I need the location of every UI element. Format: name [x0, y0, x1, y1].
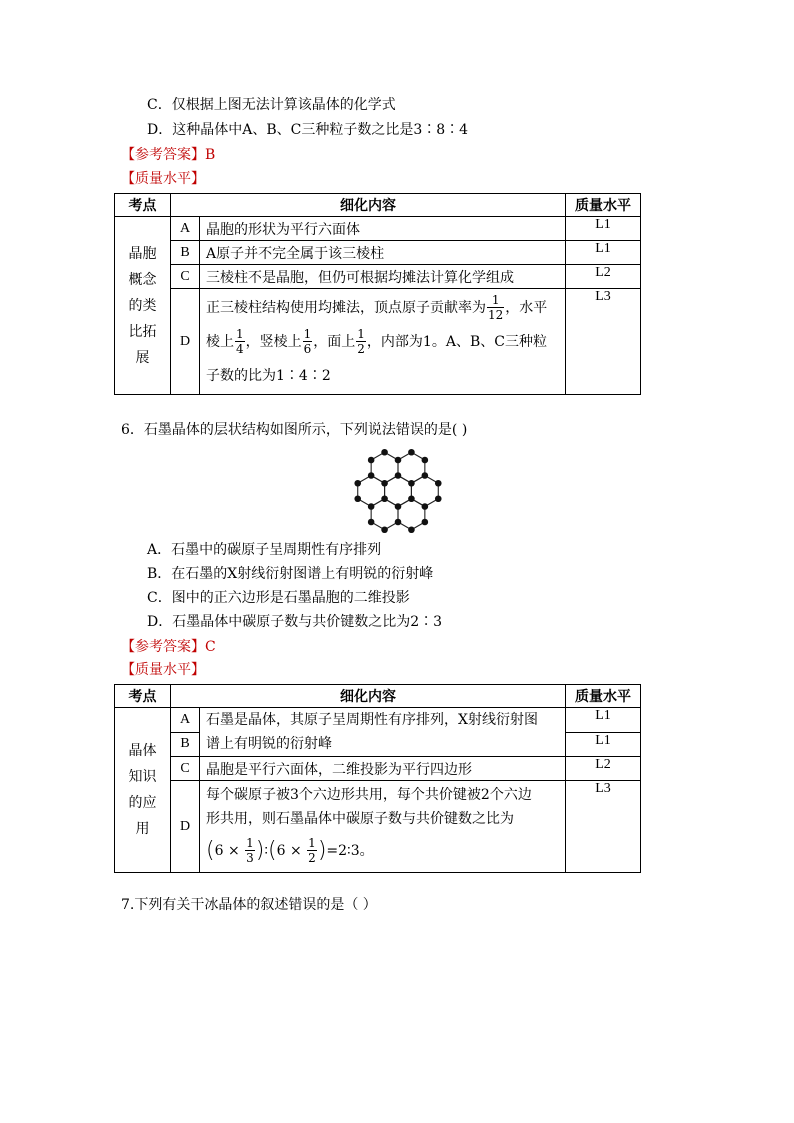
q5-option-d: D．这种晶体中A、B、C三种粒子数之比是3∶8∶4 — [147, 122, 469, 138]
kaodian-cell: 晶体 知识 的应 用 — [115, 708, 171, 873]
table-header-row — [115, 685, 641, 708]
carbon-atom — [408, 526, 415, 533]
q6-stem: 6．石墨晶体的层状结构如图所示，下列说法错误的是( ) — [121, 422, 468, 438]
carbon-atom — [422, 457, 429, 464]
row-letter: A — [171, 708, 200, 733]
carbon-atom — [395, 457, 402, 464]
row-letter: B — [171, 241, 200, 265]
row-letter: A — [171, 217, 200, 241]
carbon-atom — [381, 449, 388, 456]
row-content: 每个碳原子被3个六边形共用，每个共价键被2个六边 形共用，则石墨晶体中碳原子数与共价键数之比为 (6 × $\frac{1}{3}$ )∶(6 × $\frac{1}{2}$ )=2∶3。 — [200, 781, 566, 873]
carbon-atom — [435, 480, 442, 487]
table-row — [115, 708, 641, 733]
q6-quality-label: 【质量水平】 — [121, 662, 205, 678]
header-content: 细化内容 — [171, 685, 566, 708]
fraction: $\frac{1}{2}$ — [308, 836, 316, 865]
q5-option-c: C．仅根据上图无法计算该晶体的化学式 — [147, 97, 396, 113]
carbon-atom — [368, 472, 375, 479]
graphite-structure-figure — [343, 446, 453, 536]
q6-quality-table — [114, 684, 641, 873]
q5-quality-table — [114, 193, 641, 395]
fraction: $\frac{1}{6}$ — [303, 327, 312, 356]
row-content: 正三棱柱结构使用均摊法，顶点原子贡献率为 $\frac{1}{12}$ ，水平 棱上 $\frac{1}{4}$ ，竖棱上 $\frac{1}{6}$ ，面上 $\frac{1}{2}$ ，内部为1。A、B、C三种粒 子数的比为1∶4∶2 — [200, 289, 566, 395]
ratio-expression: (6 × $\frac{1}{3}$ )∶(6 × $\frac{1}{2}$ )=2∶3。 — [206, 836, 374, 865]
carbon-atom — [368, 457, 375, 464]
q6-option-b: B．在石墨的X射线衍射图谱上有明锐的衍射峰 — [147, 566, 434, 582]
header-kaodian: 考点 — [115, 194, 171, 217]
carbon-atom — [354, 480, 361, 487]
row-letter: B — [171, 732, 200, 757]
header-content: 细化内容 — [171, 194, 566, 217]
q7-stem: 7.下列有关干冰晶体的叙述错误的是（ ） — [121, 897, 377, 913]
row-level: L1 — [566, 732, 641, 757]
carbon-atom — [435, 495, 442, 502]
carbon-atom — [422, 519, 429, 526]
carbon-atom — [395, 503, 402, 510]
row-level: L3 — [566, 289, 641, 395]
table-row — [115, 781, 641, 873]
row-level: L3 — [566, 781, 641, 873]
q6-option-c: C．图中的正六边形是石墨晶胞的二维投影 — [147, 590, 410, 606]
kaodian-cell: 晶胞 概念 的类 比拓 展 — [115, 217, 171, 395]
fraction: $\frac{1}{2}$ — [357, 327, 365, 356]
row-letter: D — [171, 289, 200, 395]
answer-label: 【参考答案】 — [121, 147, 205, 163]
carbon-atom — [381, 480, 388, 487]
carbon-atom — [395, 519, 402, 526]
row-letter: C — [171, 265, 200, 289]
table-row — [115, 241, 641, 265]
row-content: 晶胞的形状为平行六面体 — [200, 217, 566, 241]
row-level: L1 — [566, 241, 641, 265]
header-level: 质量水平 — [566, 194, 641, 217]
table-row — [115, 265, 641, 289]
carbon-atom — [381, 526, 388, 533]
carbon-atom — [381, 495, 388, 502]
fraction: $\frac{1}{4}$ — [236, 327, 244, 356]
table-row — [115, 757, 641, 781]
carbon-atom — [422, 503, 429, 510]
row-content: 石墨是晶体，其原子呈周期性有序排列，X射线衍射图 谱上有明锐的衍射峰 — [200, 708, 566, 757]
fraction: $\frac{1}{12}$ — [488, 293, 504, 322]
carbon-atom — [368, 519, 375, 526]
carbon-atom — [408, 495, 415, 502]
answer-label: 【参考答案】 — [121, 639, 205, 655]
header-kaodian: 考点 — [115, 685, 171, 708]
q5-quality-label: 【质量水平】 — [121, 171, 205, 187]
table-row — [115, 217, 641, 241]
q6-answer — [121, 638, 216, 656]
row-level: L1 — [566, 708, 641, 733]
row-level: L1 — [566, 217, 641, 241]
carbon-atom — [354, 495, 361, 502]
fraction: $\frac{1}{3}$ — [246, 836, 254, 865]
carbon-atom — [422, 472, 429, 479]
row-content: 晶胞是平行六面体，二维投影为平行四边形 — [200, 757, 566, 781]
table-row — [115, 289, 641, 395]
row-letter: C — [171, 757, 200, 781]
carbon-atom — [408, 480, 415, 487]
row-content: A原子并不完全属于该三棱柱 — [200, 241, 566, 265]
row-content: 三棱柱不是晶胞，但仍可根据均摊法计算化学组成 — [200, 265, 566, 289]
carbon-atom — [408, 449, 415, 456]
answer-value: B — [205, 147, 216, 163]
q6-option-a: A．石墨中的碳原子呈周期性有序排列 — [147, 542, 382, 558]
header-level: 质量水平 — [566, 685, 641, 708]
q5-answer — [121, 146, 215, 164]
row-level: L2 — [566, 265, 641, 289]
q6-option-d: D．石墨晶体中碳原子数与共价键数之比为2∶3 — [147, 614, 443, 630]
row-letter: D — [171, 781, 200, 873]
carbon-atom — [395, 472, 402, 479]
answer-value: C — [205, 639, 216, 655]
row-level: L2 — [566, 757, 641, 781]
table-header-row — [115, 194, 641, 217]
carbon-atom — [368, 503, 375, 510]
